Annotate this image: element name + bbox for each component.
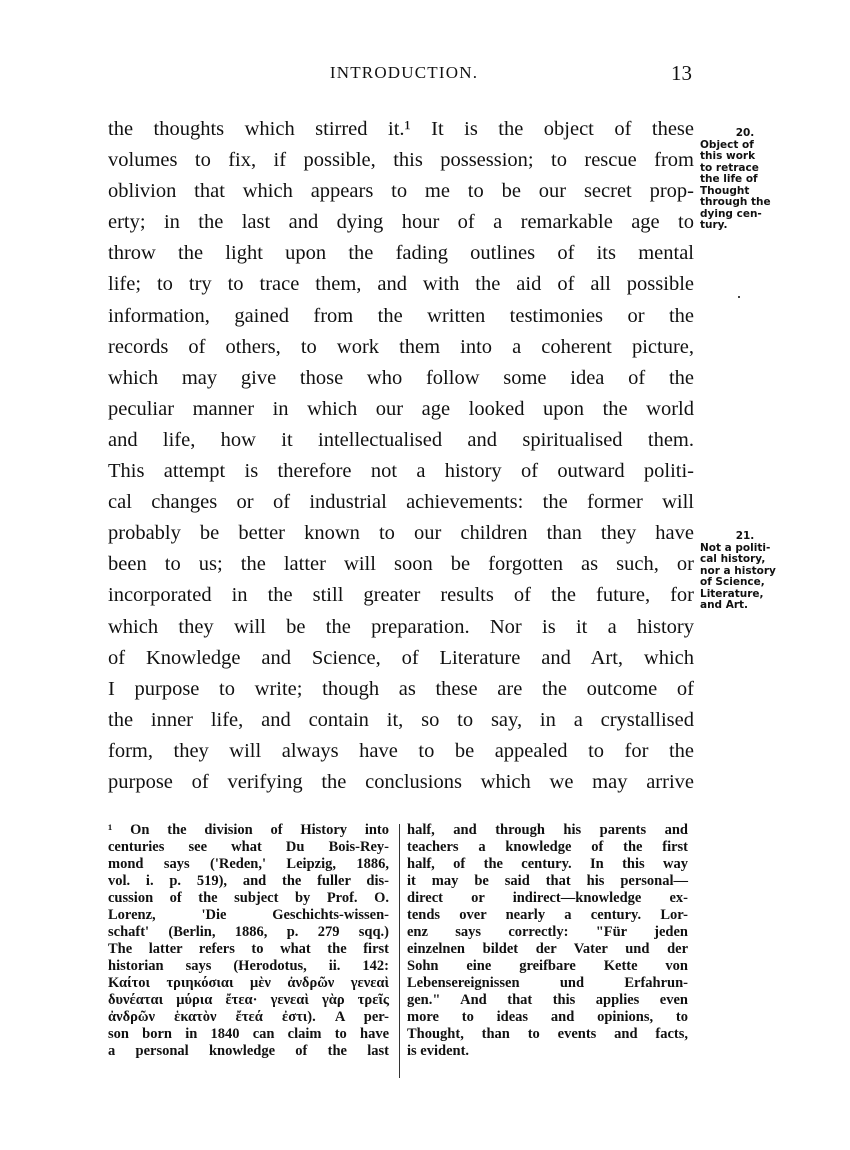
text-line: erty; in the last and dying hour of a remarkable age to bbox=[108, 211, 694, 234]
footnote-column-left bbox=[108, 822, 389, 1060]
margin-note-21 bbox=[700, 531, 790, 612]
text-line: been to us; the latter will soon be forgotten as such, or bbox=[108, 553, 694, 576]
footnote-line: The latter refers to what the first bbox=[108, 941, 389, 957]
margin-note-line: nor a history bbox=[700, 564, 776, 577]
footnote-line: vol. i. p. 519), and the fuller dis- bbox=[108, 873, 389, 889]
text-line: cal changes or of industrial achievements: the former will bbox=[108, 491, 694, 514]
text-line: peculiar manner in which our age looked upon the world bbox=[108, 397, 694, 420]
margin-note-line: dying cen- bbox=[700, 207, 762, 220]
margin-note-line: this work bbox=[700, 150, 756, 162]
footnote-line: son born in 1840 can claim to have bbox=[108, 1026, 389, 1042]
footnote-line: einzelnen bildet der Vater und der bbox=[407, 941, 688, 957]
footnote-line: is evident. bbox=[407, 1043, 470, 1059]
margin-note-line: of Science, bbox=[700, 576, 765, 588]
footnote-line: half, of the century. In this way bbox=[407, 856, 688, 872]
footnote-line: ἀνδρῶν ἑκατὸν ἔτεά ἐστι). A per- bbox=[108, 1009, 389, 1025]
margin-note-line: Not a politi- bbox=[700, 541, 771, 554]
text-line: and life, how it intellectualised and spiritualised them. bbox=[108, 428, 694, 451]
footnote-line: gen." And that this applies even bbox=[407, 992, 688, 1008]
text-line: oblivion that which appears to me to be our secret prop- bbox=[108, 180, 694, 203]
footnote-line: cussion of the subject by Prof. O. bbox=[108, 890, 389, 906]
text-line: I purpose to write; though as these are the outcome of bbox=[108, 677, 694, 700]
footnote-line: Καίτοι τριηκόσιαι μὲν ἀνδρῶν γενεαὶ bbox=[108, 975, 389, 991]
footnote-line: mond says ('Reden,' Leipzig, 1886, bbox=[108, 856, 389, 872]
margin-note-line: to retrace bbox=[700, 161, 759, 174]
margin-note-number: 21. bbox=[735, 530, 755, 542]
footnote-line: half, and through his parents and bbox=[407, 822, 688, 838]
footnote-line: Lebensereignissen und Erfahrun- bbox=[407, 975, 688, 991]
text-line: the thoughts which stirred it.¹ It is the object of these bbox=[108, 118, 694, 140]
margin-note-20 bbox=[700, 128, 790, 232]
footnote-line: ¹ On the division of History into bbox=[108, 822, 389, 838]
main-text bbox=[108, 114, 694, 798]
footnote-line: it may be said that his personal— bbox=[407, 873, 688, 889]
margin-note-number: 20. bbox=[735, 127, 755, 139]
footnote-line: δυνέαται μύρια ἔτεα· γενεαὶ γὰρ τρεῖς bbox=[108, 992, 389, 1008]
text-line: purpose of verifying the conclusions which we may arrive bbox=[108, 770, 694, 793]
text-line: which may give those who follow some idea of the bbox=[108, 366, 694, 389]
print-speck bbox=[738, 296, 740, 298]
footnote-line: Lorenz, 'Die Geschichts-wissen- bbox=[108, 907, 389, 923]
footnote-line: Sohn eine greifbare Kette von bbox=[407, 958, 688, 974]
margin-note-line: cal history, bbox=[700, 553, 766, 565]
footnote-line: enz says correctly: "Für jeden bbox=[407, 924, 688, 940]
footnote-line: centuries see what Du Bois-Rey- bbox=[108, 839, 389, 855]
text-line: information, gained from the written testimonies or the bbox=[108, 304, 694, 327]
text-line: records of others, to work them into a coherent picture, bbox=[108, 335, 694, 358]
text-line: throw the light upon the fading outlines of its mental bbox=[108, 242, 694, 265]
column-divider bbox=[399, 824, 400, 1078]
margin-note-line: Literature, bbox=[700, 587, 764, 600]
text-line: volumes to fix, if possible, this possession; to rescue from bbox=[108, 149, 694, 172]
text-line: which they will be the preparation. Nor is it a history bbox=[108, 615, 694, 638]
text-line: probably be better known to our children than they have bbox=[108, 522, 694, 545]
footnote-line: tends over nearly a century. Lor- bbox=[407, 907, 688, 923]
text-line: life; to try to trace them, and with the aid of all possible bbox=[108, 273, 694, 296]
text-line: incorporated in the still greater results of the future, for bbox=[108, 584, 694, 607]
footnotes bbox=[108, 822, 688, 1084]
text-line: of Knowledge and Science, of Literature and Art, which bbox=[108, 646, 694, 669]
page-number: 13 bbox=[671, 61, 692, 85]
margin-note-line: and Art. bbox=[700, 599, 749, 611]
running-title: INTRODUCTION. bbox=[329, 63, 479, 82]
margin-note-line: tury. bbox=[700, 219, 728, 231]
footnote-line: direct or indirect—knowledge ex- bbox=[407, 890, 688, 906]
margin-note-line: Thought bbox=[700, 184, 750, 197]
text-line: the inner life, and contain it, so to say, in a crystallised bbox=[108, 708, 694, 731]
footnote-column-right bbox=[407, 822, 688, 1060]
text-line: form, they will always have to be appealed to for the bbox=[108, 739, 694, 762]
footnote-line: schaft' (Berlin, 1886, p. 279 sqq.) bbox=[108, 924, 389, 940]
text-line: This attempt is therefore not a history of outward politi- bbox=[108, 460, 694, 483]
footnote-line: a personal knowledge of the last bbox=[108, 1043, 389, 1059]
footnote-line: more to ideas and opinions, to bbox=[407, 1009, 688, 1025]
footnote-line: historian says (Herodotus, ii. 142: bbox=[108, 958, 389, 974]
footnote-line: teachers a knowledge of the first bbox=[407, 839, 688, 855]
margin-note-line: Object of bbox=[700, 138, 754, 151]
margin-note-line: the life of bbox=[700, 173, 758, 185]
page-header bbox=[108, 63, 700, 89]
footnote-line: Thought, than to events and facts, bbox=[407, 1026, 688, 1042]
margin-note-line: through the bbox=[700, 196, 771, 208]
